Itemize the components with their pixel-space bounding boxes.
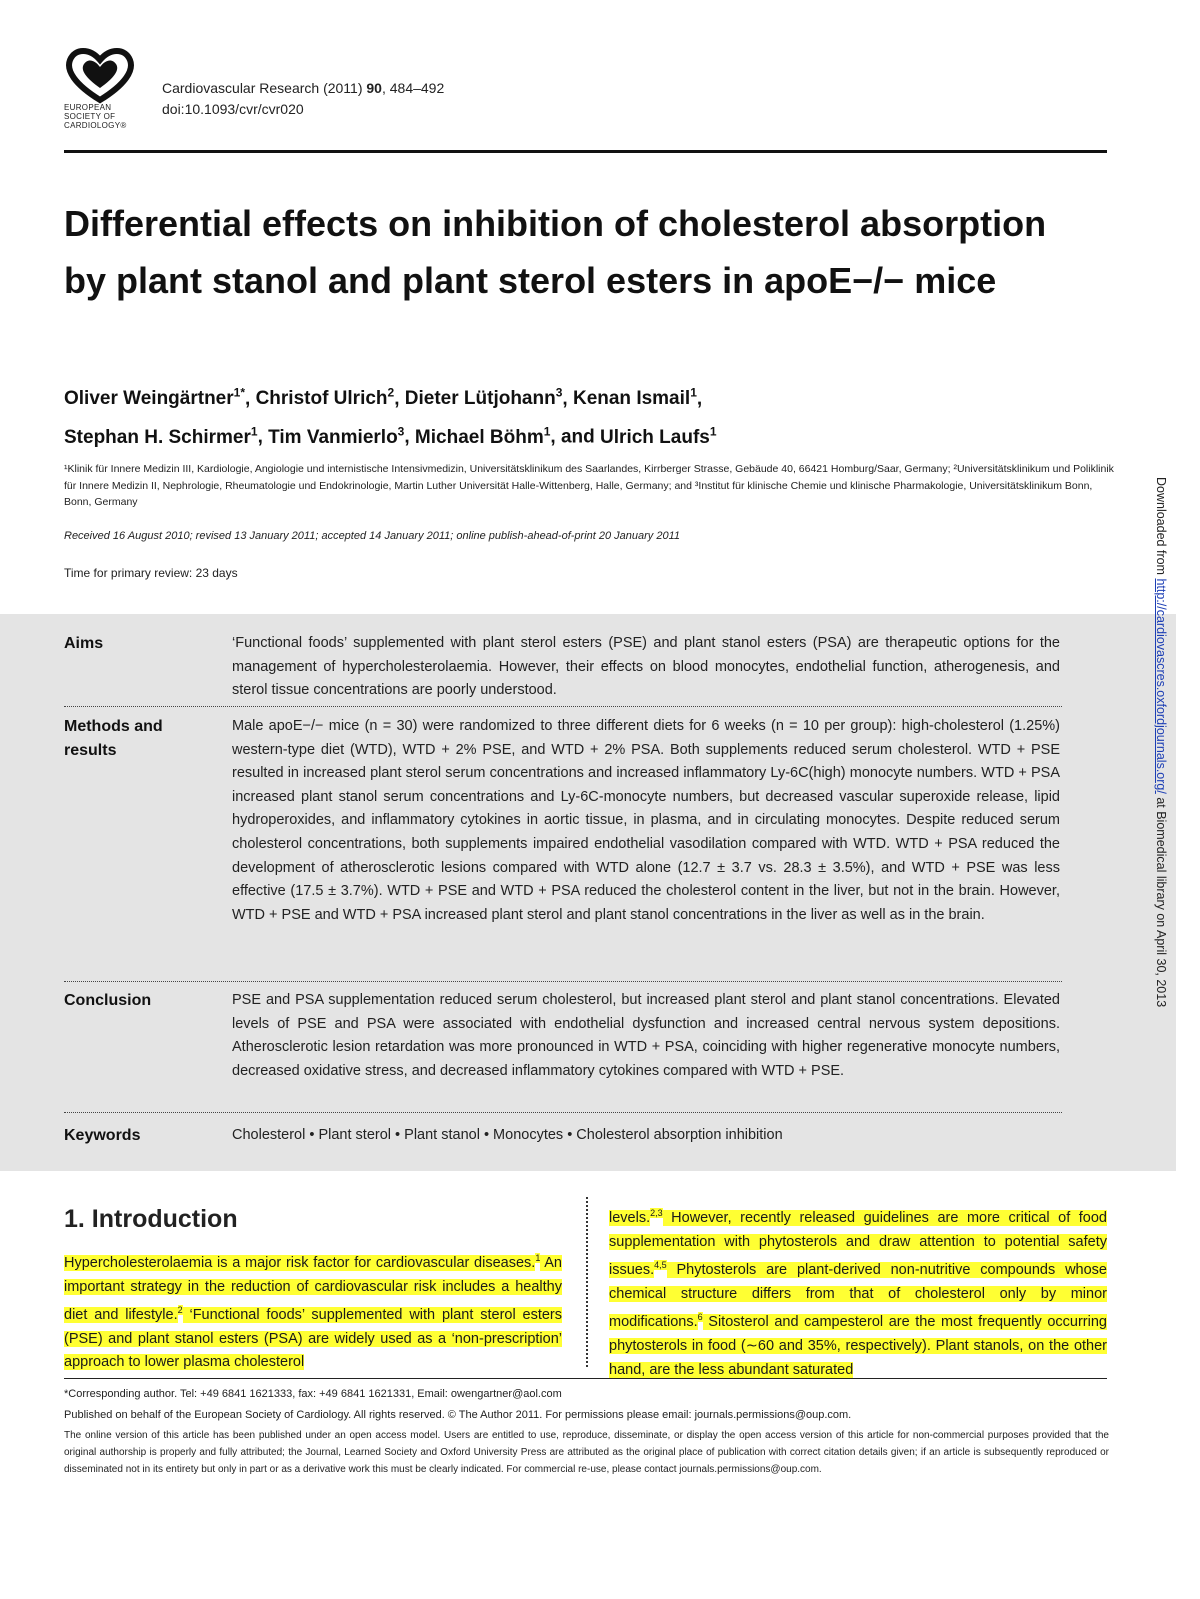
- citation-ref[interactable]: 2: [177, 1305, 183, 1316]
- author-name: Tim Vanmierlo$^3$: [268, 424, 405, 448]
- abstract-section-label: Methods and results: [64, 718, 163, 759]
- author-name: Oliver Weingärtner$^{1*}$: [64, 386, 245, 410]
- intro-column-right: [609, 1202, 1107, 1382]
- corresponding-author: *Corresponding author. Tel: +49 6841 1621333, fax: +49 6841 1621331, Email: owengartner@aol.com: [64, 1388, 562, 1400]
- abstract-section-label: Keywords: [64, 1127, 141, 1144]
- author-name: Michael Böhm$^1$: [414, 424, 551, 448]
- column-divider: [586, 1197, 588, 1367]
- abstract-section-label: Conclusion: [64, 992, 152, 1009]
- dotted-divider: [64, 981, 1062, 982]
- review-time: Time for primary review: 23 days: [64, 566, 238, 580]
- received-dates: Received 16 August 2010; revised 13 January 2011; accepted 14 January 2011; online publish-ahead-of-print 20 January 2011: [64, 530, 681, 542]
- highlighted-text: An important strategy in the reduction of cardiovascular risk includes a healthy diet and lifestyle.: [64, 1254, 562, 1324]
- intro-column-left: [64, 1247, 562, 1375]
- abstract-section-text: Male apoE−/− mice (n = 30) were randomized to three different diets for 6 weeks (n = 10 per group): high-cholesterol (1.25%) western-type diet (WTD), WTD + 2% PSE, and WTD + 2% PSA. Both supplements reduced serum cholesterol. WTD + PSE resulted in increased plant sterol serum concentrations and increased inflammatory Ly-6C(high) monocyte numbers. WTD + PSA increased plant stanol serum concentrations and Ly-6C-monocyte numbers, but decreased vascular superoxide release, lipid hydroperoxides, and inflammatory cytokines in aortic tissue, in plasma, and in circulating monocytes. Despite reduced serum cholesterol concentrations, both supplements impaired endothelial vasodilation compared with WTD. WTD + PSA reduced the development of atherosclerotic lesions compared with WTD alone (12.7 ± 3.7 vs. 28.3 ± 3.5%), and WTD + PSE was less effective (17.5 ± 3.7%). WTD + PSE and WTD + PSA reduced the cholesterol content in the liver, but not in the brain. However, WTD + PSE and WTD + PSA increased plant sterol and plant stanol concentrations in the liver as well as in the brain.: [232, 718, 1060, 923]
- highlighted-text: Hypercholesterolaemia is a major risk factor for cardiovascular diseases.: [64, 1254, 536, 1271]
- citation-ref[interactable]: 6: [697, 1312, 703, 1323]
- citation-ref[interactable]: 2,3: [650, 1208, 663, 1218]
- highlighted-text: Sitosterol and campesterol are the most frequently occurring phytosterols in food (∼60 and 35%, respectively). Plant stanols, on the other hand, are the less abundant saturated: [609, 1314, 1107, 1378]
- doi: doi:10.1093/cvr/cvr020: [162, 101, 304, 117]
- highlighted-text: levels.: [609, 1209, 651, 1226]
- author-list: Oliver Weingärtner$^{1*}$, Christof Ulrich$^2$, Dieter Lütjohann$^3$, Kenan Ismail$^1$, Stephan H. Schirmer$^1$, Tim Vanmierlo$^3$, Michael Böhm$^1$, and Ulrich Laufs$^1$: [64, 386, 717, 448]
- highlighted-text: Phytosterols are plant-derived non-nutritive compounds whose chemical structure differs from that of cholesterol only by minor modifications.: [609, 1262, 1107, 1331]
- author-name: Ulrich Laufs$^1$: [600, 424, 717, 448]
- abstract-section-label: Aims: [64, 635, 104, 652]
- affiliations: ¹Klinik für Innere Medizin III, Kardiologie, Angiologie und internistische Intensivmedizin, Universitätsklinikum des Saarlandes, Kirrberger Strasse, Gebäude 40, 66421 Homburg/Saar, Germany; ²Universitätsklinikum und Poliklinik für Innere Medizin II, Nephrologie, Rheumatologie und Endokrinologie, Martin Luther Universität Halle-Wittenberg, Halle, Germany; and ³Institut für klinische Chemie und klinische Pharmakologie, Universitätsklinikum Bonn, Bonn, Germany: [64, 463, 1114, 508]
- esc-logo-text: EUROPEAN SOCIETY OF CARDIOLOGY®: [64, 103, 127, 130]
- citation-ref[interactable]: 4,5: [654, 1260, 667, 1271]
- citation-ref[interactable]: 1: [535, 1253, 541, 1263]
- dotted-divider: [64, 706, 1062, 707]
- keyword-list: Cholesterol • Plant sterol • Plant stanol • Monocytes • Cholesterol absorption inhibition: [232, 1127, 783, 1143]
- article-title: Differential effects on inhibition of cholesterol absorption by plant stanol and plant sterol esters in apoE−/− mice: [64, 203, 1047, 301]
- highlighted-text: However, recently released guidelines are more critical of food supplementation with phytosterols and draw attention to potential safety issues.: [609, 1209, 1107, 1279]
- download-note: Downloaded from http://cardiovascres.oxfordjournals.org/ at Biomedical library on April 30, 2013: [1154, 477, 1168, 1008]
- journal-link[interactable]: http://cardiovascres.oxfordjournals.org/: [1154, 578, 1168, 794]
- author-name: Stephan H. Schirmer$^1$: [64, 424, 258, 448]
- author-name: Dieter Lütjohann$^3$: [404, 386, 563, 410]
- highlighted-text: ‘Functional foods’ supplemented with plant sterol esters (PSE) and plant stanol esters (PSA) are widely used as a ‘non-prescription’ approach to lower plasma cholesterol: [64, 1307, 562, 1371]
- journal-citation: Cardiovascular Research (2011) 90, 484–492 doi:10.1093/cvr/cvr020: [162, 78, 444, 120]
- author-name: Kenan Ismail$^1$: [572, 386, 697, 410]
- footnote-rule: [64, 1378, 1107, 1379]
- publisher-note: Published on behalf of the European Society of Cardiology. All rights reserved. © The Author 2011. For permissions please email: journals.permissions@oup.com.: [64, 1409, 852, 1421]
- abstract-section-text: ‘Functional foods’ supplemented with plant sterol esters (PSE) and plant stanol esters (PSA) are therapeutic options for the management of hypercholesterolaemia. However, their effects on blood monocytes, endothelial function, atherogenesis, and sterol tissue concentrations are poorly understood.: [232, 635, 1060, 699]
- section-heading-introduction: 1. Introduction: [64, 1205, 238, 1233]
- author-name: Christof Ulrich$^2$: [255, 386, 395, 410]
- abstract-section-text: PSE and PSA supplementation reduced serum cholesterol, but increased plant sterol and plant stanol concentrations. Elevated levels of PSE and PSA were associated with endothelial dysfunction and increased central nervous system depositions. Atherosclerotic lesion retardation was more pronounced in WTD + PSA, coinciding with higher regenerative monocyte numbers, decreased oxidative stress, and decreased inflammatory cytokines compared with WTD + PSE.: [232, 992, 1060, 1079]
- structured-abstract: [0, 614, 1176, 1171]
- dotted-divider: [64, 1112, 1062, 1113]
- open-access-note: The online version of this article has been published under an open access model. Users are entitled to use, reproduce, disseminate, or display the open access version of this article for non-commercial purposes provided that the original authorship is properly and fully attributed; the Journal, Learned Society and Oxford University Press are attributed as the original place of publication with correct citation details given; if an article is subsequently reproduced or disseminated not in its entirety but only in part or as a derivative work this must be clearly indicated. For commercial re-use, please contact journals.permissions@oup.com.: [64, 1430, 1109, 1475]
- header-rule: [64, 150, 1107, 153]
